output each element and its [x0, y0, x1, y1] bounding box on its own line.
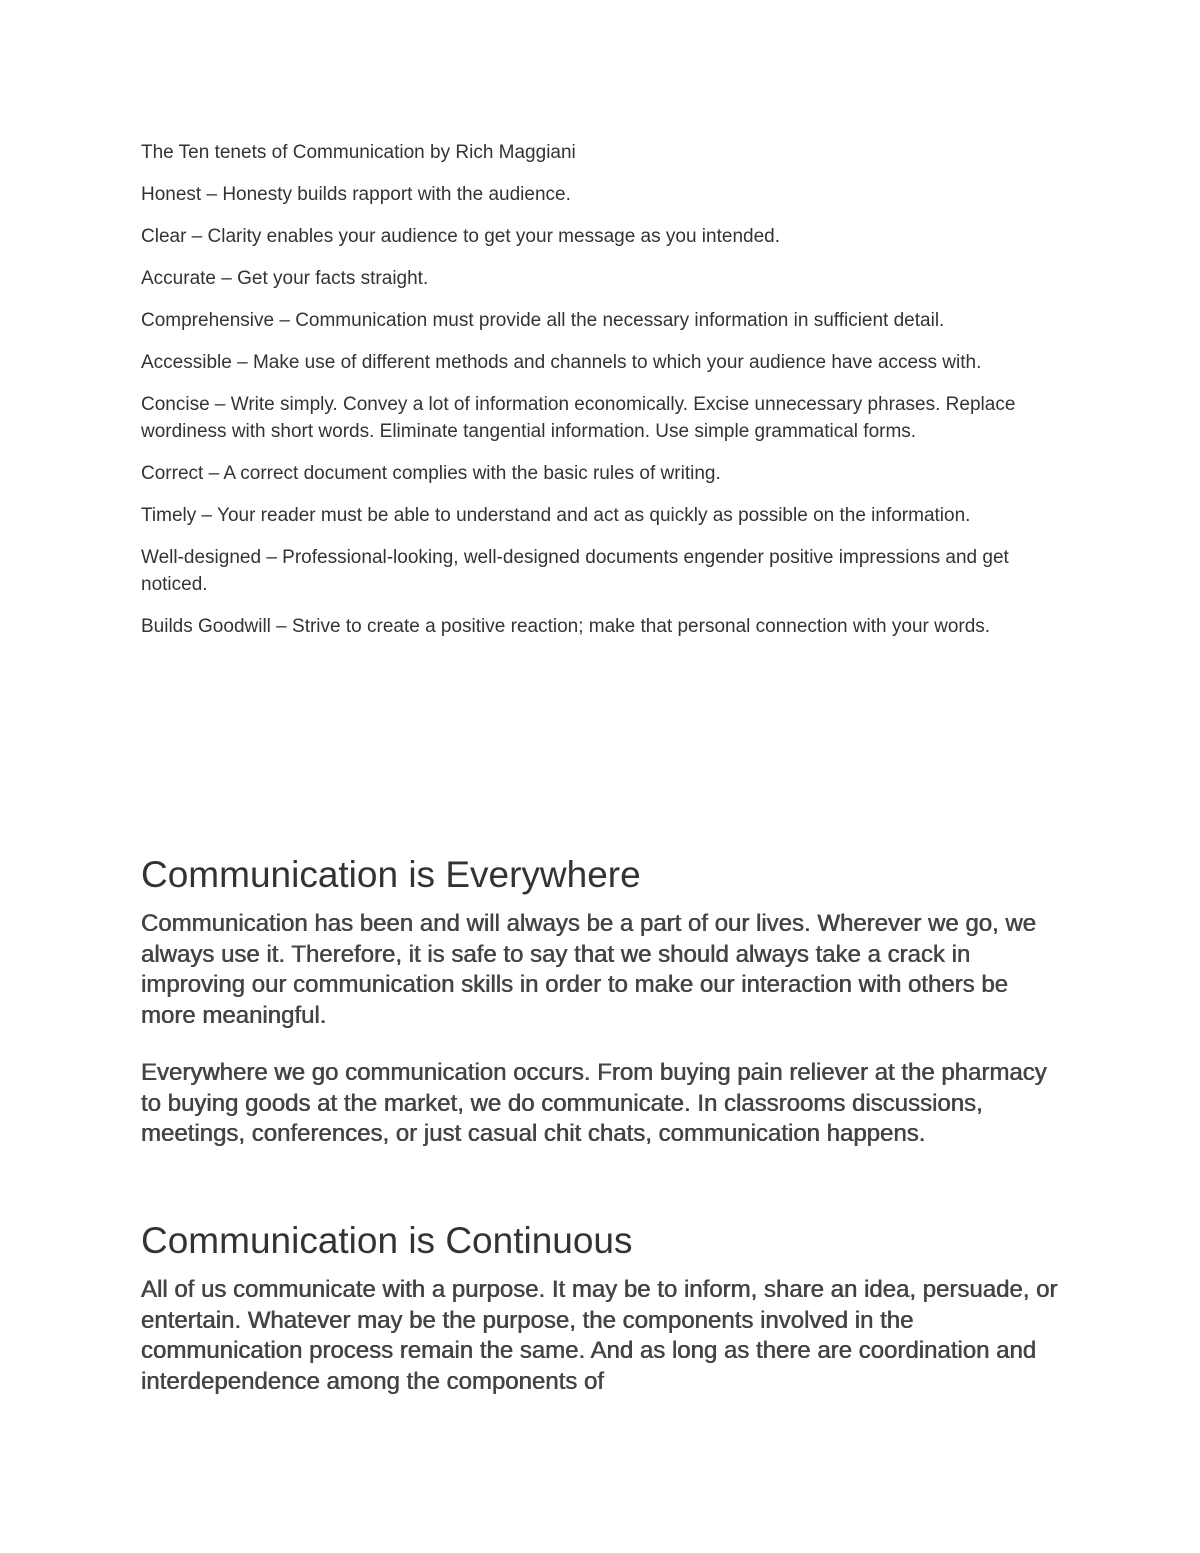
tenet-well-designed: Well-designed – Professional-looking, well-designed documents engender positive impressions and get noticed.: [141, 547, 1009, 595]
tenets-list: [141, 181, 1059, 640]
section-heading: Communication is Continuous: [141, 1220, 633, 1261]
tenet-clear: Clear – Clarity enables your audience to get your message as you intended.: [141, 226, 780, 247]
section-everywhere: [141, 853, 1059, 1177]
tenet-comprehensive: Comprehensive – Communication must provide all the necessary information in sufficient detail.: [141, 310, 945, 331]
document-page: [141, 139, 1059, 1395]
section-heading: Communication is Everywhere: [141, 854, 641, 895]
section-paragraph: All of us communicate with a purpose. It may be to inform, share an idea, persuade, or entertain. Whatever may be the purpose, the components involved in the communication process remain the same. And as long as there are coordination and interdependence among the components of: [141, 1276, 1058, 1395]
tenet-accessible: Accessible – Make use of different methods and channels to which your audience have access with.: [141, 352, 982, 373]
tenet-accurate: Accurate – Get your facts straight.: [141, 268, 429, 289]
tenet-builds-goodwill: Builds Goodwill – Strive to create a positive reaction; make that personal connection with your words.: [141, 616, 991, 637]
document-title: The Ten tenets of Communication by Rich Maggiani: [141, 142, 576, 163]
section-continuous: [141, 1219, 1059, 1424]
tenet-timely: Timely – Your reader must be able to understand and act as quickly as possible on the information.: [141, 505, 971, 526]
tenet-correct: Correct – A correct document complies with the basic rules of writing.: [141, 463, 721, 484]
tenet-concise: Concise – Write simply. Convey a lot of information economically. Excise unnecessary phrases. Replace wordiness with short words. Eliminate tangential information. Use simple grammatical forms.: [141, 394, 1016, 442]
section-paragraph: Communication has been and will always be a part of our lives. Wherever we go, we always use it. Therefore, it is safe to say that we should always take a crack in improving our communication skills in order to make our interaction with others be more meaningful.: [141, 910, 1037, 1029]
tenet-honest: Honest – Honesty builds rapport with the audience.: [141, 184, 571, 205]
section-paragraph: Everywhere we go communication occurs. From buying pain reliever at the pharmacy to buying goods at the market, we do communicate. In classrooms discussions, meetings, conferences, or just casual chit chats, communication happens.: [141, 1059, 1047, 1147]
